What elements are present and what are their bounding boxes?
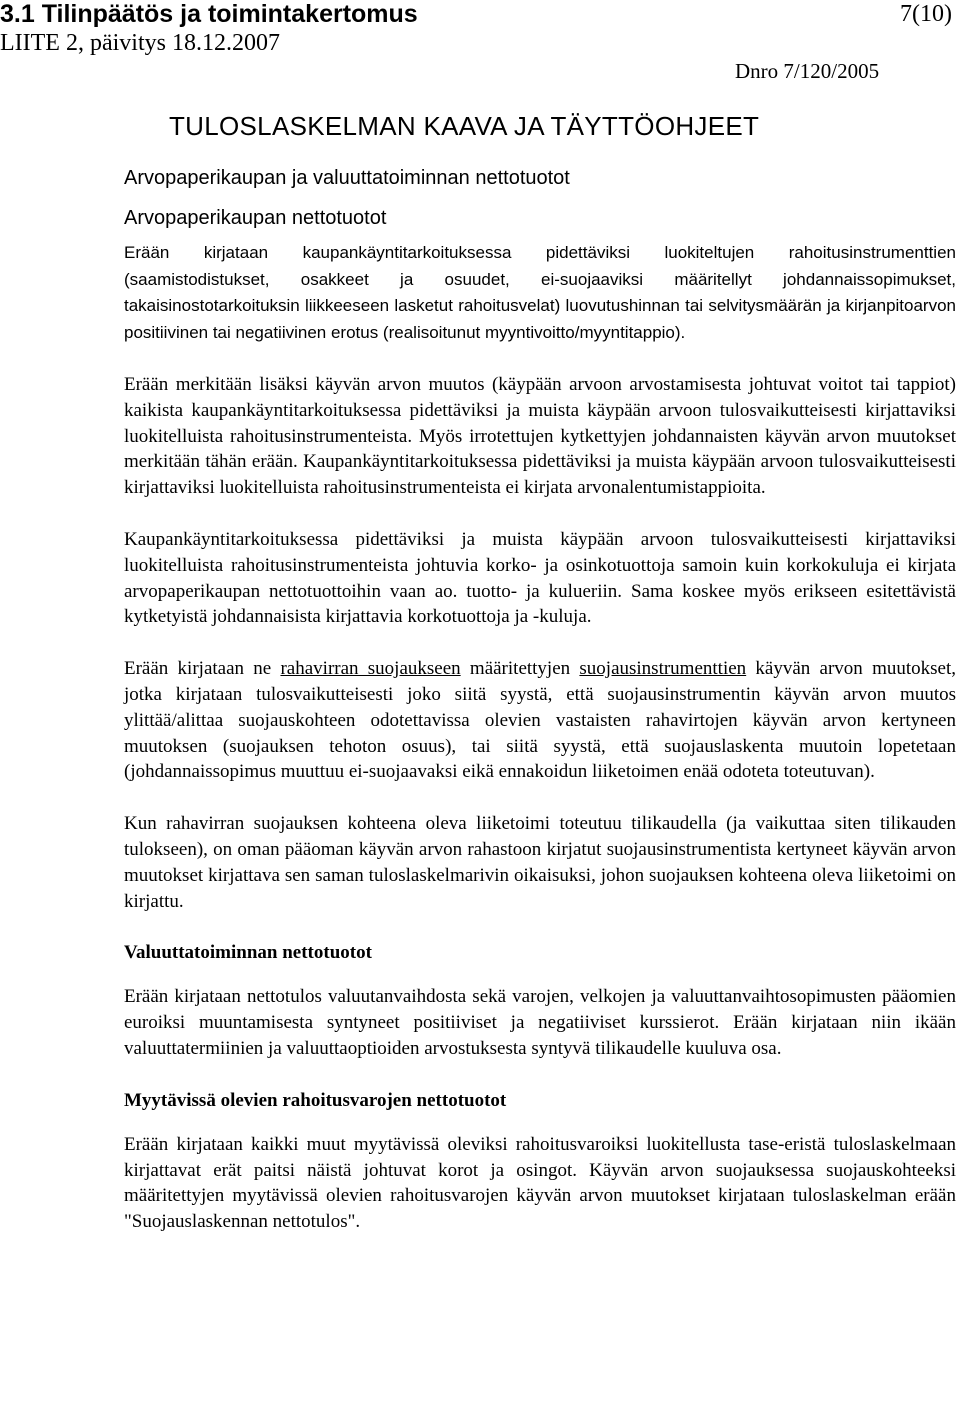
paragraph-realised-gains: Erään kirjataan kaupankäyntitarkoituksessa pidettäviksi luokiteltujen rahoitusinstrumenttien (saamistodistukset, osakkeet ja osuudet, ei-suojaaviksi määritellyt johdannaissopimukset, takaisinostotarkoituksin liikkeeseen lasketut rahoitusvelat) luovutushinnan tai selvitysmäärän ja kirjanpitoarvon positiivinen tai negatiivinen erotus (realisoitunut myyntivoitto/myyntitappio). — [124, 243, 956, 342]
paragraph-available-for-sale: Erään kirjataan kaikki muut myytävissä oleviksi rahoitusvaroiksi luokitellusta tase-eristä tuloslaskelmaan kirjattavat erät paitsi näistä johtuvat korot ja osingot. Käyvän arvon suojauksessa suojauskohteeksi määritettyjen myytävissä olevien rahoitusvarojen käyvän arvon muutokset kirjataan tuloslaskelman erään "Suojauslaskennan nettotulos". — [124, 1133, 956, 1233]
subsection-heading-fx: Valuuttatoiminnan nettotuotot — [124, 942, 372, 964]
paragraph-fair-value-changes: Erään merkitään lisäksi käyvän arvon muutos (käypään arvoon arvostamisesta johtuvat voitot tai tappiot) kaikista kaupankäyntitarkoituksessa pidettäviksi ja muista käypään arvoon tulosvaikutteisesti kirjattaviksi luokitelluista rahoitusinstrumenteista. Myös irrotettujen kytkettyjen johdannaisten käyvän arvon muutokset merkitään tähän erään. Kaupankäyntitarkoituksessa pidettäviksi ja muista käypään arvoon tulosvaikutteisesti kirjattaviksi luokitelluista rahoitusinstrumenteista ei kirjata arvonalentumistappioita. — [124, 374, 956, 499]
subsection-heading-available-for-sale: Myytävissä olevien rahoitusvarojen nettotuotot — [124, 1089, 507, 1111]
paragraph-cash-flow-hedge — [124, 656, 956, 785]
document-body — [124, 110, 956, 1235]
page-number: 7(10) — [900, 1, 952, 27]
document-title: TULOSLASKELMAN KAAVA JA TÄYTTÖOHJEET — [169, 111, 760, 141]
header-appendix-line: LIITE 2, päivitys 18.12.2007 — [0, 30, 280, 56]
text-segment: käyvän arvon muutokset, jotka kirjataan tulosvaikutteisesti joko siitä syystä, että suojausinstrumentin käyvän arvon muutos ylittää/alittaa suojauskohteen odotettavissa olevien vastaisten rahavirtojen käyvän arvon kertyneen muutoksen (suojauksen tehoton osuus), tai siitä syystä, että suojauslaskenta muutoin lopetetaan (johdannaissopimus muuttuu ei-suojaavaksi eikä ennakoidun liiketoimen enää odoteta toteutuvan). — [124, 658, 956, 783]
text-segment: Erään kirjataan ne — [124, 658, 281, 680]
text-segment: määritettyjen — [460, 658, 580, 680]
page-header — [0, 0, 418, 58]
paragraph-fx-result: Erään kirjataan nettotulos valuutanvaihdosta sekä varojen, velkojen ja valuuttanvaihtosopimusten pääomien euroiksi muuntamisesta syntyneet positiiviset ja negatiiviset kurssierot. Erään kirjataan niin ikään valuuttatermiinien ja valuuttaoptioiden arvostuksesta syntyvä tilikaudelle kuuluva osa. — [124, 986, 956, 1059]
paragraph-hedged-transaction: Kun rahavirran suojauksen kohteena oleva liiketoimi toteutuu tilikaudella (ja vaikuttaa siten tilikauden tulokseen), on oman pääoman käyvän arvon rahastoon kirjatut suojausinstrumentista kertyneet käyvän arvon muutokset kirjattava sen saman tuloslaskelmarivin oikaisuksi, johon suojauksen kohteena oleva liiketoimi on kirjattu. — [124, 813, 956, 912]
header-section-title: 3.1 Tilinpäätös ja toimintakertomus — [0, 0, 418, 28]
subsection-heading-securities: Arvopaperikaupan nettotuotot — [124, 207, 387, 229]
document-number: Dnro 7/120/2005 — [735, 59, 880, 83]
section-heading-securities-fx: Arvopaperikaupan ja valuuttatoiminnan nettotuotot — [124, 167, 570, 189]
term-hedging-instruments: suojausinstrumenttien — [579, 658, 747, 680]
term-cash-flow-hedge: rahavirran suojaukseen — [280, 658, 461, 680]
paragraph-interest-dividends: Kaupankäyntitarkoituksessa pidettäviksi ja muista käypään arvoon tulosvaikutteisesti kirjattaviksi luokitelluista rahoitusinstrumenteista johtuvia korko- ja osinkotuottoja samoin kuin korkokuluja ei kirjata arvopaperikaupan nettotuottoihin vaan ao. tuotto- ja kulueriin. Sama koskee myös erikseen esitettävistä kytketyistä johdannaisista kirjattavia korkotuottoja ja -kuluja. — [124, 528, 956, 628]
